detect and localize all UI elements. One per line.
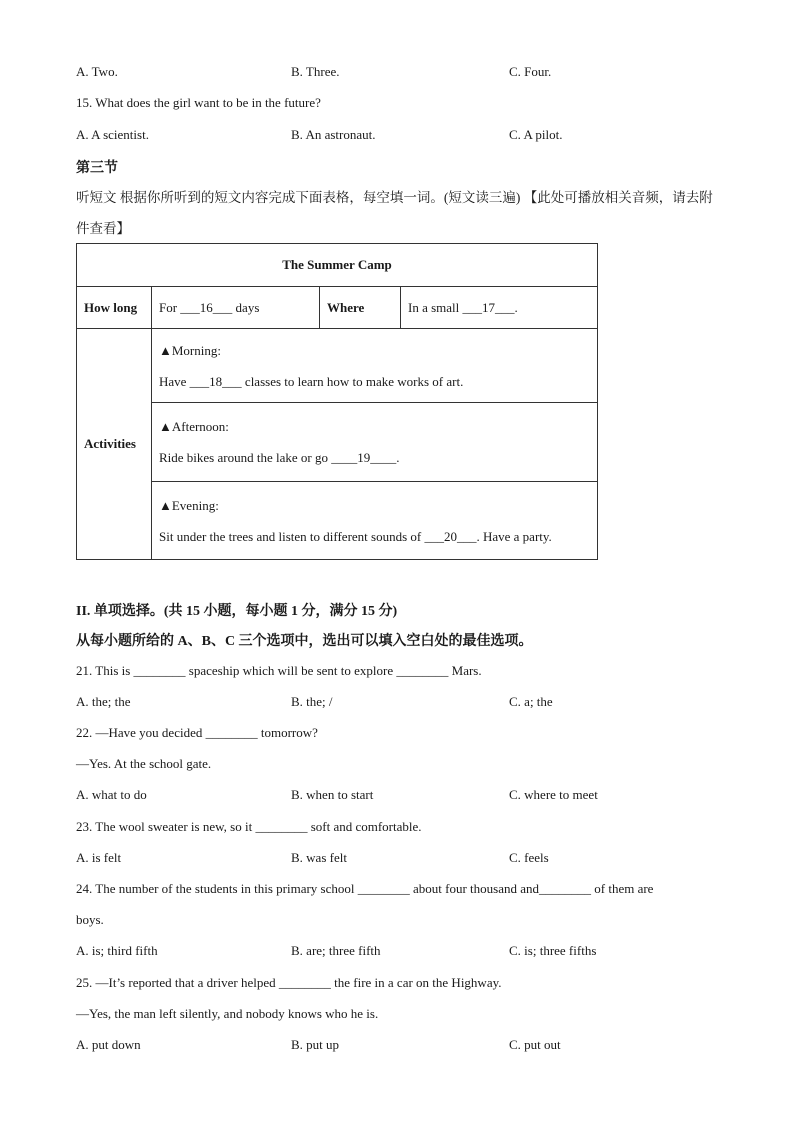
q22-option-a: A. what to do (76, 787, 147, 802)
q14-option-a: A. Two. (76, 64, 118, 79)
section3-instruction: 听短文 根据你所听到的短文内容完成下面表格，每空填一词。(短文读三遍) 【此处可播放相关音频，请去附件查看】 (76, 190, 713, 236)
afternoon-label: ▲Afternoon: (159, 419, 229, 434)
q23-option-b: B. was felt (291, 850, 347, 865)
section3-heading: 第三节 (76, 161, 118, 176)
q21-stem: 21. This is ________ spaceship which will be sent to explore ________ Mars. (76, 663, 482, 678)
how-long-value: For ___16___ days (152, 287, 320, 329)
q25-option-a: A. put down (76, 1037, 141, 1052)
q24-option-c: C. is; three fifths (509, 943, 597, 958)
q24-stem-cont: boys. (76, 912, 104, 927)
q22-option-c: C. where to meet (509, 787, 598, 802)
morning-label: ▲Morning: (159, 342, 221, 358)
q24-option-b: B. are; three fifth (291, 943, 381, 958)
q24-option-a: A. is; third fifth (76, 943, 158, 958)
afternoon-text: Ride bikes around the lake or go ____19____. (159, 450, 400, 465)
q24-stem: 24. The number of the students in this primary school ________ about four thousand and________ of them are (76, 881, 654, 896)
q21-option-c: C. a; the (509, 694, 553, 709)
q22-response: —Yes. At the school gate. (76, 756, 212, 771)
q25-response: —Yes, the man left silently, and nobody knows who he is. (76, 1006, 379, 1021)
q14-option-b: B. Three. (291, 64, 340, 79)
q23-option-c: C. feels (509, 850, 549, 865)
morning-cell (152, 329, 598, 403)
evening-text: Sit under the trees and listen to different sounds of ___20___. Have a party. (159, 528, 552, 544)
afternoon-cell (152, 403, 598, 482)
q22-option-b: B. when to start (291, 787, 374, 802)
q15-option-a: A. A scientist. (76, 127, 149, 142)
q15-option-c: C. A pilot. (509, 127, 563, 142)
q15-option-b: B. An astronaut. (291, 127, 376, 142)
q15-stem: 15. What does the girl want to be in the future? (76, 95, 321, 110)
part2-instruction: 从每小题所给的 A、B、C 三个选项中，选出可以填入空白处的最佳选项。 (76, 634, 533, 649)
how-long-label: How long (77, 287, 152, 329)
summer-camp-table (76, 243, 598, 560)
q14-option-c: C. Four. (509, 64, 552, 79)
where-value: In a small ___17___. (401, 287, 598, 329)
q21-option-a: A. the; the (76, 694, 131, 709)
q23-option-a: A. is felt (76, 850, 122, 865)
where-label: Where (320, 287, 401, 329)
q21-option-b: B. the; / (291, 694, 333, 709)
table-title: The Summer Camp (77, 244, 598, 287)
evening-cell (152, 482, 598, 560)
evening-label: ▲Evening: (159, 497, 219, 513)
q25-option-b: B. put up (291, 1037, 340, 1052)
q25-stem: 25. —It’s reported that a driver helped ________ the fire in a car on the Highway. (76, 975, 502, 990)
part2-heading: II. 单项选择。(共 15 小题，每小题 1 分，满分 15 分) (76, 604, 398, 619)
activities-label: Activities (77, 329, 152, 560)
morning-text: Have ___18___ classes to learn how to make works of art. (159, 373, 464, 389)
q23-stem: 23. The wool sweater is new, so it ________ soft and comfortable. (76, 819, 422, 834)
q22-stem: 22. —Have you decided ________ tomorrow? (76, 725, 318, 740)
q25-option-c: C. put out (509, 1037, 561, 1052)
